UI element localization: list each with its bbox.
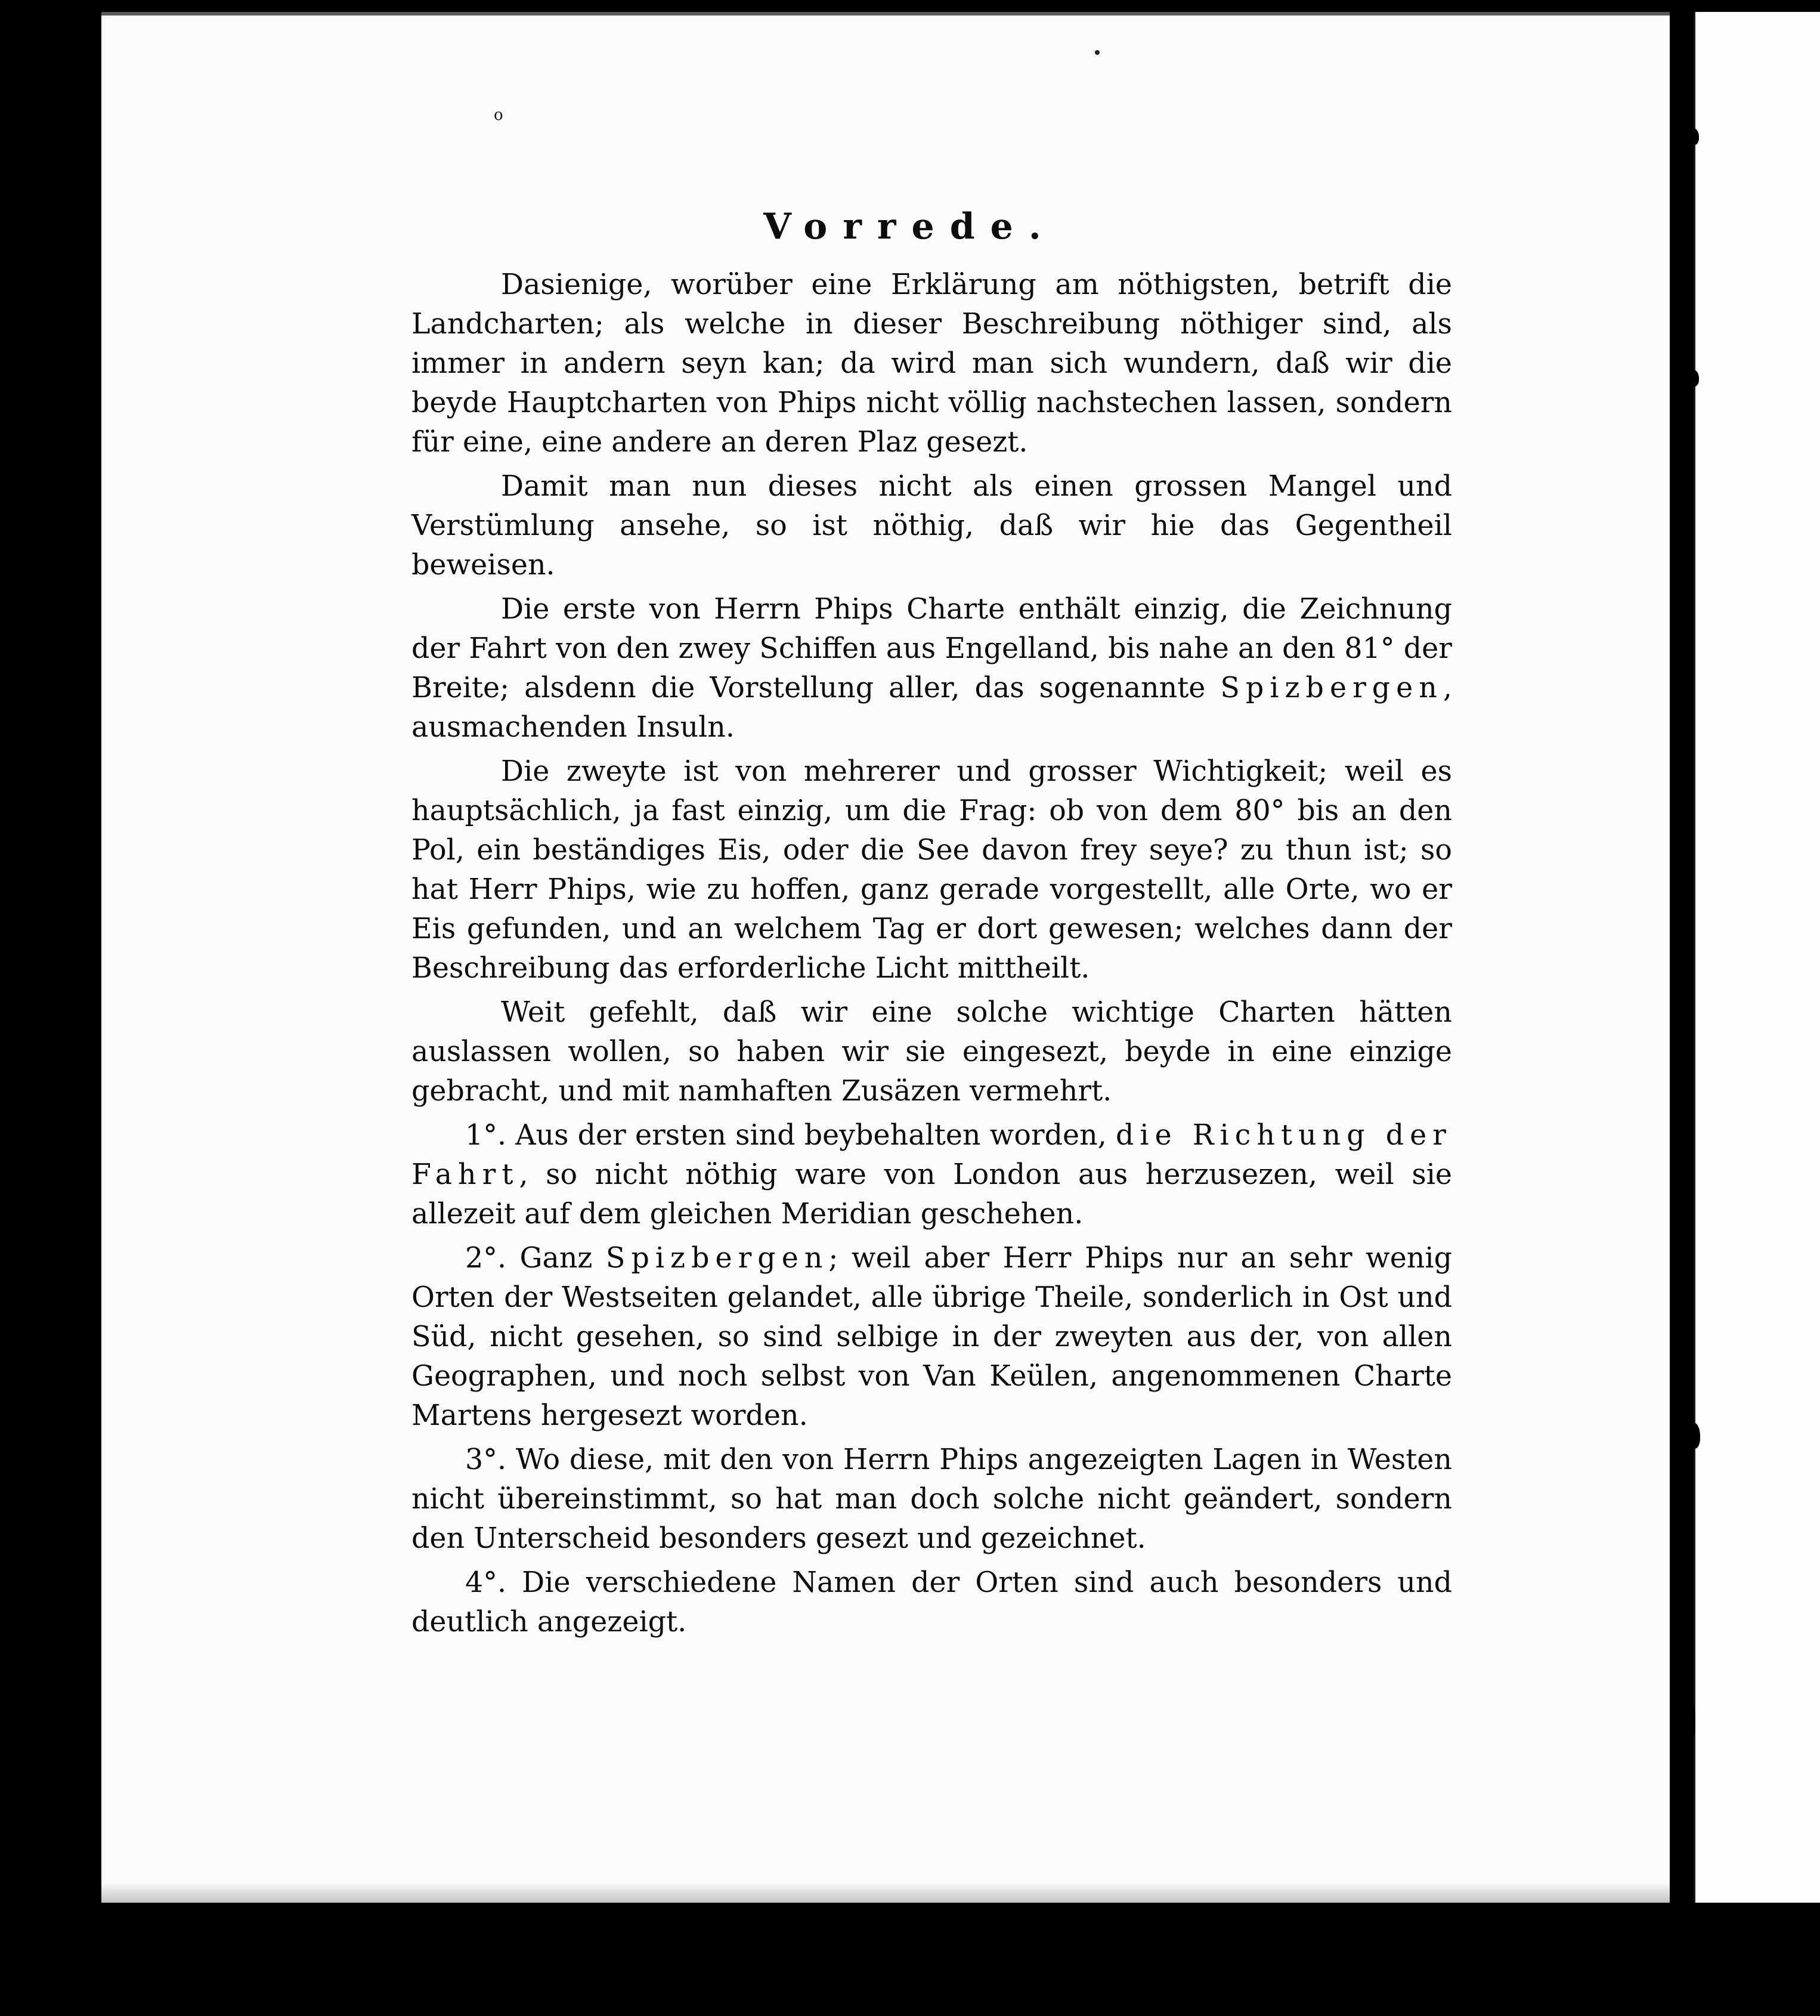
paragraph-text: , so nicht nöthig ware von London aus herzusezen, weil sie allezeit auf dem gleichen Meridian geschehen. [411,1158,1452,1230]
paragraph-text: 1°. Aus der ersten sind beybehalten worden, [465,1119,1116,1152]
paragraph-text: , ausmachenden Insuln. [411,672,1452,744]
scan-border [0,1903,1820,2016]
numbered-paragraph: 4°. Die verschiedene Namen der Orten sind auch besonders und deutlich angezeigt. [411,1566,1452,1638]
binding-mark [1687,1423,1700,1449]
body-text [411,265,1452,1642]
spaced-term: Spizbergen [1220,672,1443,704]
paragraph [411,590,1452,747]
paragraph: Dasienige, worüber eine Erklärung am nöthigsten, betrift die Landcharten; als welche in dieser Beschreibung nöthiger sind, als immer in andern seyn kan; da wird man sich wundern, daß wir die beyde Hauptcharten von Phips nicht völlig nachstechen lassen, sondern für eine, eine andere an deren Plaz gesezt. [411,268,1452,459]
paragraph-text: ; weil aber Herr Phips nur an sehr wenig Orten der Westseiten gelandet, alle übrige Theile, sonderlich in Ost und Süd, nicht gesehen, so sind selbige in der zweyten aus der, von allen Geographen, und noch selbst von Van Keülen, angenommenen Charte Martens hergesezt worden. [411,1242,1452,1432]
paragraph: Die zweyte ist von mehrerer und grosser Wichtigkeit; weil es hauptsächlich, ja fast einzig, um die Frag: ob von dem 80° bis an den Pol, ein beständiges Eis, oder die See davon frey seye? zu thun ist; so hat Herr Phips, wie zu hoffen, ganz gerade vorgestellt, alle Orte, wo er Eis gefunden, und an welchem Tag er dort gewesen; welches dann der Beschreibung das erforderliche Licht mittheilt. [411,755,1452,985]
ink-dot [1095,50,1100,55]
paragraph-text: Die erste von Herrn Phips Charte enthält einzig, die Zeichnung der Fahrt von den zwey Schiffen aus Engelland, bis nahe an den 81° der Breite; alsdenn die Vorstellung aller, das sogenannte [411,593,1452,704]
spaced-term: die Richtung der Fahrt [411,1119,1452,1191]
paragraph: Weit gefehlt, daß wir eine solche wichtige Charten hätten auslassen wollen, so haben wir sie eingesezt, beyde in eine einzige gebracht, und mit namhaften Zusäzen vermehrt. [411,996,1452,1108]
facing-page-edge [1694,12,1820,1903]
binding-mark [1688,128,1699,145]
numbered-paragraph: 3°. Wo diese, mit den von Herrn Phips angezeigten Lagen in Westen nicht übereinstimmt, so hat man doch solche nicht geändert, sondern den Unterscheid besonders gesezt und gezeichnet. [411,1443,1452,1555]
spaced-term: Spizbergen [605,1242,829,1275]
page-heading: Vorrede. [763,206,1057,248]
corner-mark: o [494,106,503,124]
paragraph: Damit man nun dieses nicht als einen grossen Mangel und Verstümlung ansehe, so ist nöthig, daß wir hie das Gegentheil beweisen. [411,470,1452,582]
binding-mark [1691,1706,1695,1736]
numbered-paragraph [411,1239,1452,1436]
paragraph-text: 2°. Ganz [465,1242,606,1275]
binding-mark [1688,370,1699,386]
numbered-paragraph [411,1116,1452,1234]
